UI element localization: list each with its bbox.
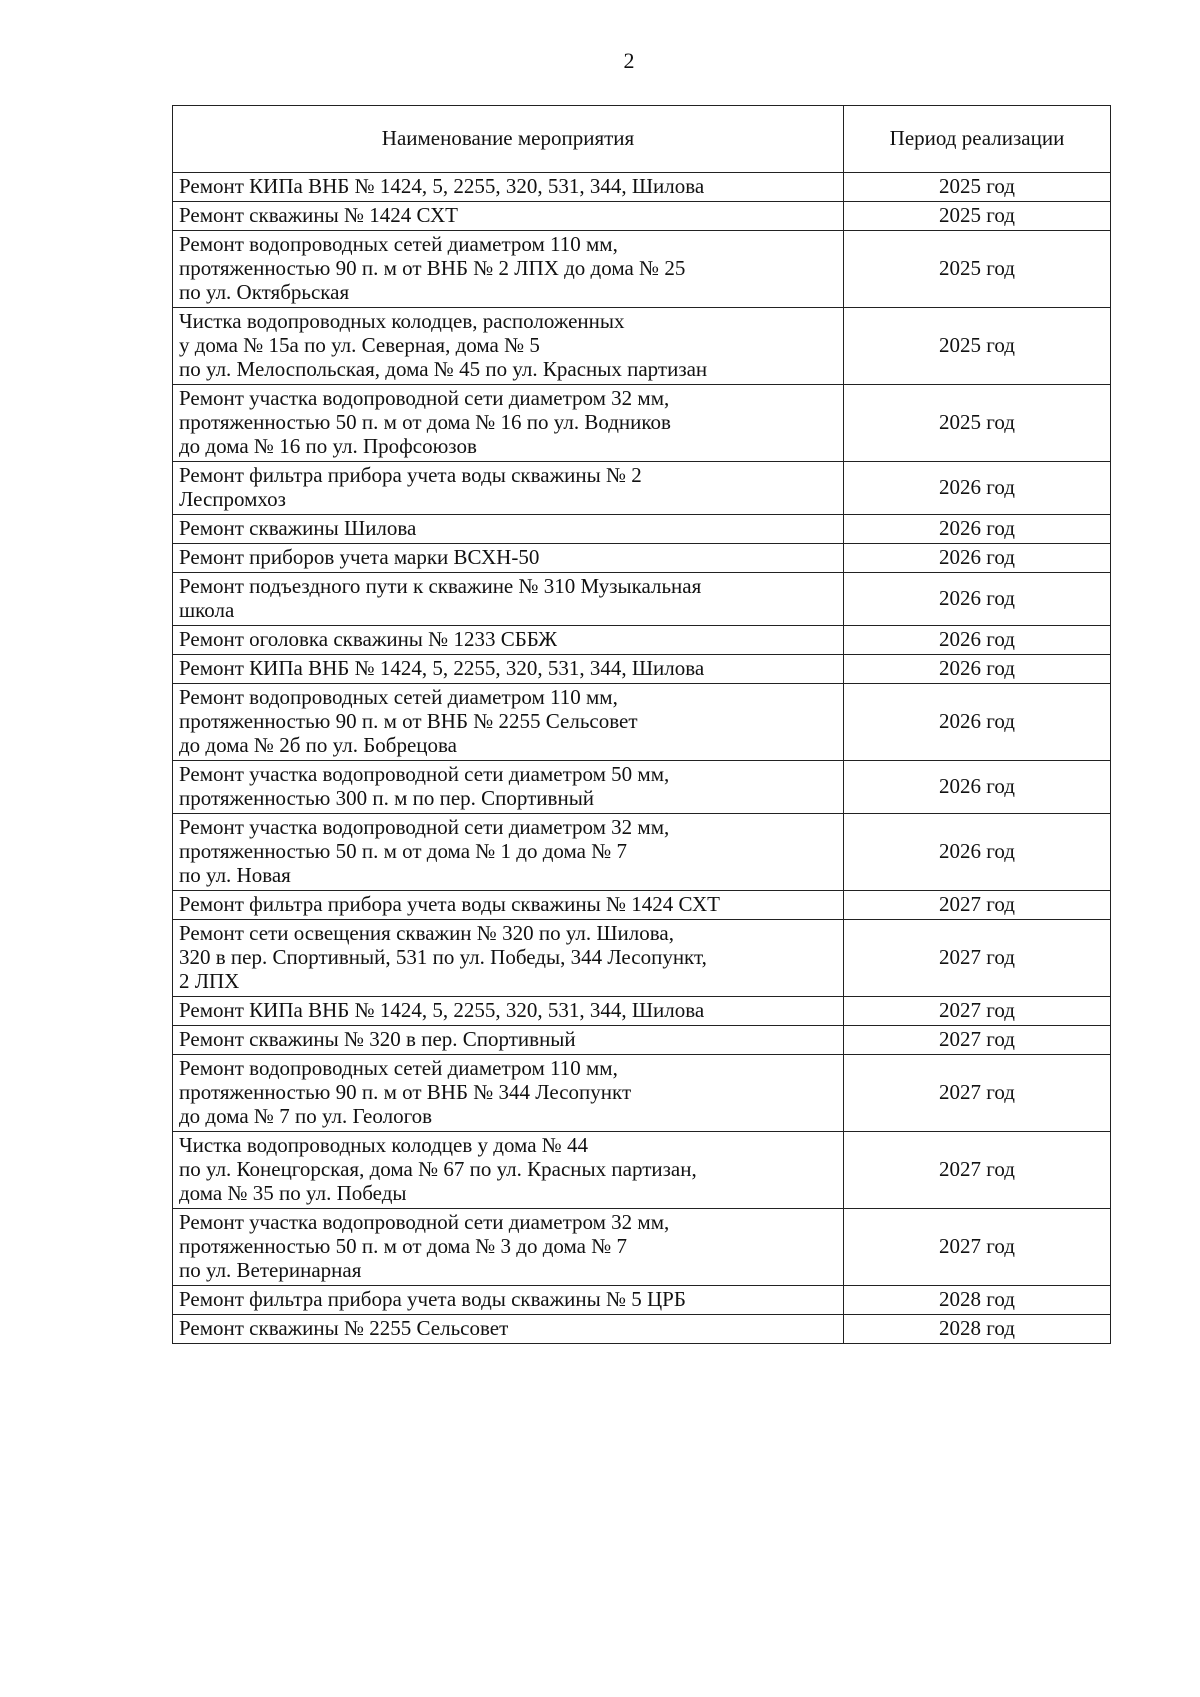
period-cell: 2026 год <box>844 761 1111 814</box>
period-cell: 2027 год <box>844 891 1111 920</box>
table-row <box>173 1026 1111 1055</box>
event-name-cell: Ремонт скважины № 1424 СХТ <box>173 202 844 231</box>
period-cell: 2025 год <box>844 173 1111 202</box>
period-cell: 2025 год <box>844 385 1111 462</box>
table-row <box>173 573 1111 626</box>
table-row <box>173 1315 1111 1344</box>
event-name-cell: Ремонт сети освещения скважин № 320 по ул. Шилова, 320 в пер. Спортивный, 531 по ул. Победы, 344 Лесопункт, 2 ЛПХ <box>173 920 844 997</box>
table-row <box>173 202 1111 231</box>
event-name-cell: Ремонт подъездного пути к скважине № 310 Музыкальная школа <box>173 573 844 626</box>
event-name-cell: Ремонт участка водопроводной сети диаметром 32 мм, протяженностью 50 п. м от дома № 1 до дома № 7 по ул. Новая <box>173 814 844 891</box>
period-cell: 2027 год <box>844 1209 1111 1286</box>
period-cell: 2025 год <box>844 202 1111 231</box>
period-cell: 2026 год <box>844 626 1111 655</box>
period-cell: 2027 год <box>844 997 1111 1026</box>
table-row <box>173 544 1111 573</box>
event-name-cell: Чистка водопроводных колодцев у дома № 44 по ул. Конецгорская, дома № 67 по ул. Красных партизан, дома № 35 по ул. Победы <box>173 1132 844 1209</box>
header-period: Период реализации <box>844 106 1111 173</box>
period-cell: 2026 год <box>844 544 1111 573</box>
event-name-cell: Ремонт участка водопроводной сети диаметром 32 мм, протяженностью 50 п. м от дома № 3 до дома № 7 по ул. Ветеринарная <box>173 1209 844 1286</box>
table-row <box>173 515 1111 544</box>
event-name-cell: Ремонт фильтра прибора учета воды скважины № 1424 СХТ <box>173 891 844 920</box>
event-name-cell: Ремонт приборов учета марки ВСХН-50 <box>173 544 844 573</box>
table-row <box>173 462 1111 515</box>
event-name-cell: Ремонт участка водопроводной сети диаметром 32 мм, протяженностью 50 п. м от дома № 16 по ул. Водников до дома № 16 по ул. Профсоюзов <box>173 385 844 462</box>
period-cell: 2026 год <box>844 684 1111 761</box>
event-name-cell: Ремонт КИПа ВНБ № 1424, 5, 2255, 320, 531, 344, Шилова <box>173 655 844 684</box>
table-header-row <box>173 106 1111 173</box>
period-cell: 2026 год <box>844 573 1111 626</box>
table-row <box>173 920 1111 997</box>
table-row <box>173 385 1111 462</box>
table-row <box>173 761 1111 814</box>
table-row <box>173 1286 1111 1315</box>
table-row <box>173 626 1111 655</box>
event-name-cell: Ремонт фильтра прибора учета воды скважины № 2 Леспромхоз <box>173 462 844 515</box>
event-name-cell: Ремонт скважины № 320 в пер. Спортивный <box>173 1026 844 1055</box>
event-name-cell: Ремонт водопроводных сетей диаметром 110 мм, протяженностью 90 п. м от ВНБ № 2 ЛПХ до дома № 25 по ул. Октябрьская <box>173 231 844 308</box>
event-name-cell: Ремонт водопроводных сетей диаметром 110 мм, протяженностью 90 п. м от ВНБ № 2255 Сельсовет до дома № 2б по ул. Бобрецова <box>173 684 844 761</box>
table-row <box>173 891 1111 920</box>
table-row <box>173 1055 1111 1132</box>
period-cell: 2027 год <box>844 1132 1111 1209</box>
period-cell: 2026 год <box>844 814 1111 891</box>
period-cell: 2026 год <box>844 515 1111 544</box>
header-event-name: Наименование мероприятия <box>173 106 844 173</box>
period-cell: 2027 год <box>844 1026 1111 1055</box>
table-row <box>173 997 1111 1026</box>
period-cell: 2025 год <box>844 231 1111 308</box>
table-row <box>173 173 1111 202</box>
period-cell: 2026 год <box>844 462 1111 515</box>
table-row <box>173 1132 1111 1209</box>
table-row <box>173 308 1111 385</box>
events-table <box>172 105 1111 1344</box>
event-name-cell: Ремонт скважины № 2255 Сельсовет <box>173 1315 844 1344</box>
period-cell: 2027 год <box>844 920 1111 997</box>
table-row <box>173 655 1111 684</box>
period-cell: 2026 год <box>844 655 1111 684</box>
table-row <box>173 231 1111 308</box>
event-name-cell: Ремонт водопроводных сетей диаметром 110 мм, протяженностью 90 п. м от ВНБ № 344 Лесопункт до дома № 7 по ул. Геологов <box>173 1055 844 1132</box>
event-name-cell: Ремонт участка водопроводной сети диаметром 50 мм, протяженностью 300 п. м по пер. Спортивный <box>173 761 844 814</box>
table-row <box>173 1209 1111 1286</box>
event-name-cell: Ремонт фильтра прибора учета воды скважины № 5 ЦРБ <box>173 1286 844 1315</box>
event-name-cell: Ремонт оголовка скважины № 1233 СББЖ <box>173 626 844 655</box>
event-name-cell: Ремонт скважины Шилова <box>173 515 844 544</box>
event-name-cell: Чистка водопроводных колодцев, расположенных у дома № 15а по ул. Северная, дома № 5 по ул. Мелоспольская, дома № 45 по ул. Красных партизан <box>173 308 844 385</box>
page-number: 2 <box>623 48 635 73</box>
period-cell: 2028 год <box>844 1286 1111 1315</box>
event-name-cell: Ремонт КИПа ВНБ № 1424, 5, 2255, 320, 531, 344, Шилова <box>173 997 844 1026</box>
event-name-cell: Ремонт КИПа ВНБ № 1424, 5, 2255, 320, 531, 344, Шилова <box>173 173 844 202</box>
period-cell: 2027 год <box>844 1055 1111 1132</box>
table-row <box>173 684 1111 761</box>
period-cell: 2028 год <box>844 1315 1111 1344</box>
table-row <box>173 814 1111 891</box>
period-cell: 2025 год <box>844 308 1111 385</box>
